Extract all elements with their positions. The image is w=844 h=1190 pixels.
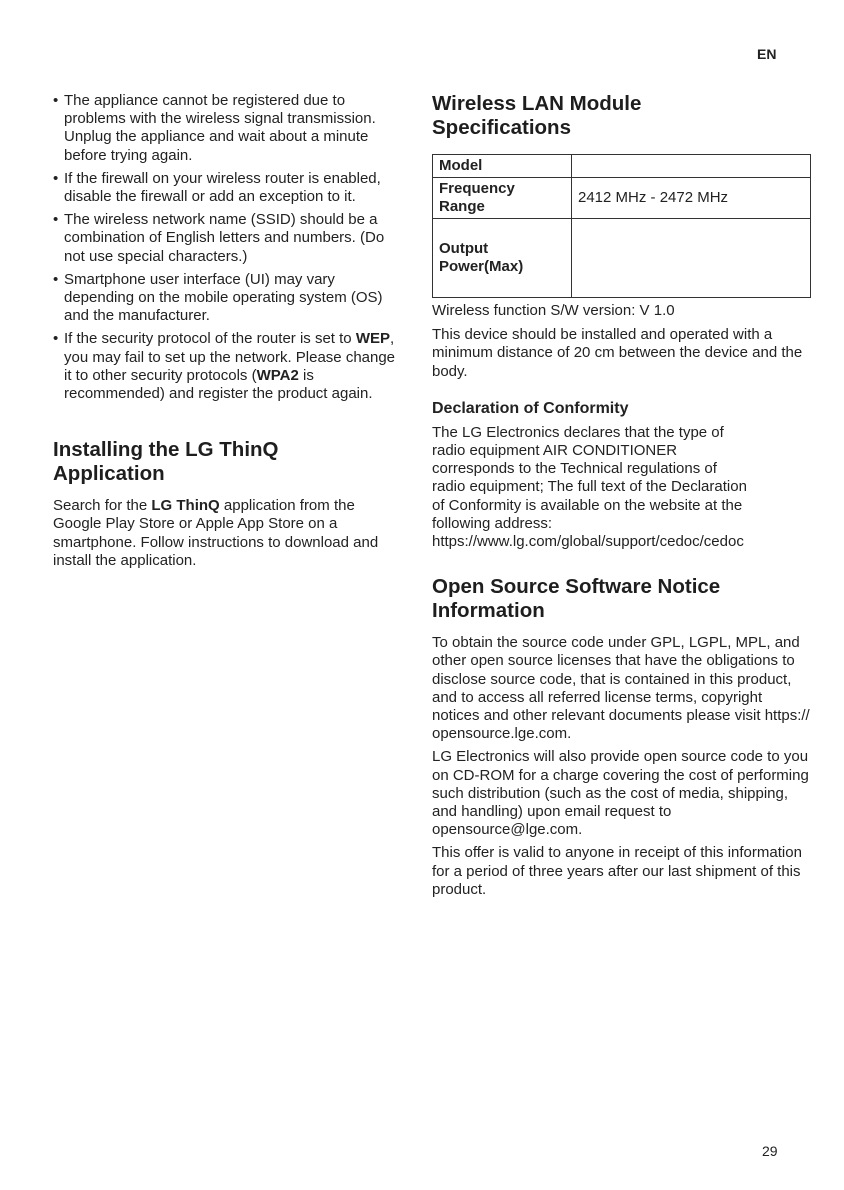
wlan-heading-line2: Specifications <box>432 116 571 139</box>
list-item: • The wireless network name (SSID) should be a combination of English letters and numbers. (Do not use special characters.) <box>53 211 398 266</box>
frequency-key <box>433 178 572 219</box>
model-value <box>572 155 811 178</box>
list-item: • The appliance cannot be registered due to problems with the wireless signal transmission. Unplug the appliance and wait about a minute before trying again. <box>53 92 398 165</box>
table-row <box>433 219 811 298</box>
list-item-text: , you may fail to set up the network. Please change it to other security protocols ( <box>64 330 396 384</box>
wep-label: WEP <box>355 330 390 348</box>
frequency-value: 2412 MHz - 2472 MHz <box>572 178 811 219</box>
sw-version: Wireless function S/W version: V 1.0 <box>432 302 675 319</box>
conformity-line: corresponds to the Technical regulations of <box>432 460 717 478</box>
list-item-text: is recommended) and register the product again. <box>64 366 373 403</box>
frequency-key-line1: Frequency <box>439 180 515 197</box>
oss-paragraph-2: LG Electronics will also provide open source code to you on CD-ROM for a charge covering the cost of performing such distribution (such as the cost of media, shipping, and handling) upon email request to opensource@lge.com. <box>432 748 809 839</box>
power-key-line1: Output <box>439 240 489 257</box>
list-item <box>53 330 398 403</box>
conformity-heading: Declaration of Conformity <box>432 399 629 417</box>
list-item-text: If the security protocol of the router is set to <box>64 330 356 348</box>
troubleshooting-list <box>53 92 398 403</box>
thinq-app-name: LG ThinQ <box>151 497 220 515</box>
wlan-heading <box>432 92 812 140</box>
page-number: 29 <box>762 1143 778 1159</box>
conformity-line: radio equipment; The full text of the Declaration <box>432 478 747 496</box>
conformity-text <box>432 424 812 551</box>
distance-note: This device should be installed and operated with a minimum distance of 20 cm between the device and the body. <box>432 326 803 380</box>
install-text-pre: Search for the <box>53 497 152 515</box>
power-key-line2: Power(Max) <box>439 258 524 275</box>
conformity-line: radio equipment AIR CONDITIONER <box>432 442 678 460</box>
spec-table <box>432 154 811 298</box>
list-item: • If the firewall on your wireless router is enabled, disable the firewall or add an exception to it. <box>53 170 398 206</box>
install-text-post: application from the Google Play Store or Apple App Store on a smartphone. Follow instructions to download and install the application. <box>53 497 379 569</box>
install-heading-line1: Installing the LG ThinQ <box>53 438 279 462</box>
install-heading-line2: Application <box>53 462 165 486</box>
power-value <box>572 219 811 298</box>
conformity-line: of Conformity is available on the website at the <box>432 496 743 514</box>
oss-heading-line1: Open Source Software Notice <box>432 575 721 599</box>
wpa2-label: WPA2 <box>256 366 299 384</box>
oss-paragraph-1: To obtain the source code under GPL, LGPL, MPL, and other open source licenses that have the obligations to disclose source code, that is contained in this product, and to access all referred license terms, copyright notices and other relevant documents please visit https:// opensource.lge.com. <box>432 634 810 743</box>
conformity-url: https://www.lg.com/global/support/cedoc/cedoc <box>432 533 744 551</box>
table-row <box>433 155 811 178</box>
oss-paragraph-3: This offer is valid to anyone in receipt of this information for a period of three years after our last shipment of this product. <box>432 844 802 898</box>
install-heading <box>53 438 398 486</box>
conformity-line: following address: <box>432 514 553 532</box>
language-label: EN <box>757 46 777 62</box>
right-column <box>432 92 812 899</box>
power-key <box>433 219 572 298</box>
model-key: Model <box>433 155 572 178</box>
oss-heading-line2: Information <box>432 599 545 623</box>
left-column <box>53 92 398 570</box>
oss-heading <box>432 575 812 623</box>
table-row <box>433 178 811 219</box>
wlan-heading-line1: Wireless LAN Module <box>432 92 642 115</box>
install-text <box>53 497 398 570</box>
frequency-key-line2: Range <box>439 198 485 215</box>
list-item: • Smartphone user interface (UI) may vary depending on the mobile operating system (OS) and the manufacturer. <box>53 271 398 326</box>
conformity-line: The LG Electronics declares that the type of <box>432 423 724 441</box>
